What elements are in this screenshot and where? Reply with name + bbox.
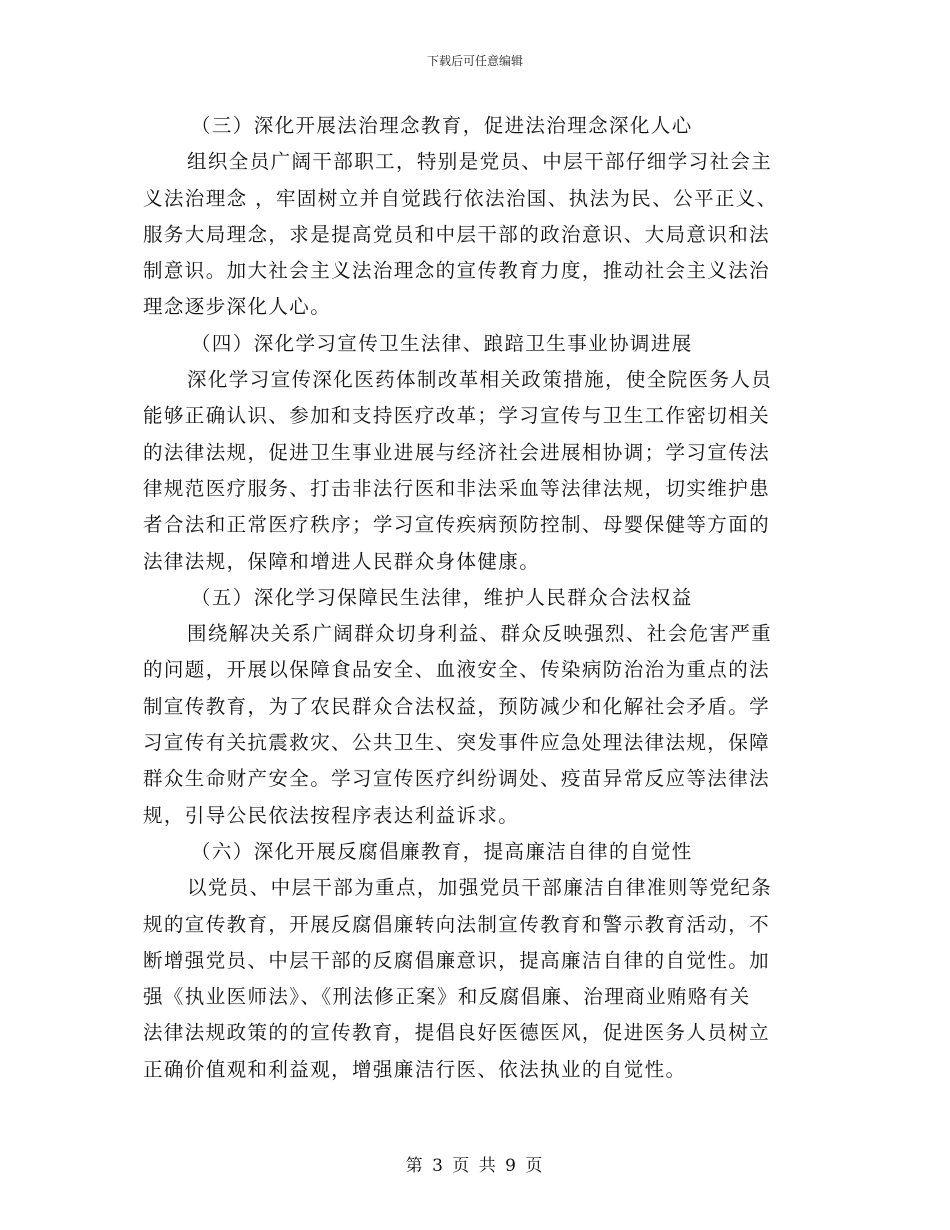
paragraph-line: 断增强党员、中层干部的反腐倡廉意识，提高廉洁自律的自觉性。加	[143, 948, 771, 972]
paragraph-line: 规，引导公民依法按程序表达利益诉求。	[143, 803, 520, 827]
paragraph-line: 群众生命财产安全。学习宣传医疗纠纷调处、疫苗异常反应等法律法	[143, 767, 771, 791]
paragraph-line: 制宣传教育，为了农民群众合法权益，预防减少和化解社会矛盾。学	[143, 694, 771, 718]
paragraph-line: 法律法规政策的的宣传教育，提倡良好医德医风，促进医务人员树立	[143, 1021, 771, 1045]
section-heading: （六）深化开展反腐倡廉教育，提高廉洁自律的自觉性	[191, 839, 693, 863]
paragraph-line: 服务大局理念，求是提高党员和中层干部的政治意识、大局意识和法	[143, 222, 771, 246]
paragraph-line: 强《执业医师法》、《刑法修正案》和反腐倡廉、治理商业贿赂有关	[143, 985, 751, 1009]
paragraph-line: 规的宣传教育，开展反腐倡廉转向法制宣传教育和警示教育活动，不	[143, 912, 771, 936]
section-heading: （五）深化学习保障民生法律，维护人民群众合法权益	[191, 585, 693, 609]
paragraph-line: 组织全员广阔干部职工，特别是党员、中层干部仔细学习社会主	[187, 150, 773, 174]
page-header-note: 下载后可任意编辑	[426, 54, 523, 68]
section-heading: （四）深化学习宣传卫生法律、踉踣卫生事业协调进展	[191, 331, 693, 355]
paragraph-line: 的法律法规，促进卫生事业进展与经济社会进展相协调；学习宣传法	[143, 440, 771, 464]
section-heading: （三）深化开展法治理念教育，促进法治理念深化人心	[191, 114, 693, 137]
paragraph-line: 正确价值观和利益观，增强廉洁行医、依法执业的自觉性。	[143, 1057, 687, 1081]
paragraph-line: 能够正确认识、参加和支持医疗改革；学习宣传与卫生工作密切相关	[143, 404, 771, 428]
paragraph-line: 围绕解决关系广阔群众切身利益、群众反映强烈、社会危害严重	[187, 622, 773, 646]
paragraph-line: 的问题，开展以保障食品安全、血液安全、传染病防治治为重点的法	[143, 658, 771, 682]
paragraph-line: 理念逐步深化人心。	[143, 295, 332, 319]
paragraph-line: 法律法规，保障和增进人民群众身体健康。	[143, 549, 541, 573]
paragraph-line: 义法治理念 ，牢固树立并自觉践行依法治国、执法为民、公平正义、	[143, 186, 778, 210]
paragraph-line: 律规范医疗服务、打击非法行医和非法采血等法律法规，切实维护患	[143, 476, 771, 500]
page-number-indicator: 第 3 页 共 9 页	[405, 1156, 545, 1176]
paragraph-line: 深化学习宣传深化医药体制改革相关政策措施，使全院医务人员	[187, 368, 773, 392]
paragraph-line: 习宣传有关抗震救灾、公共卫生、突发事件应急处理法律法规，保障	[143, 731, 771, 755]
paragraph-line: 制意识。加大社会主义法治理念的宣传教育力度，推动社会主义法治	[143, 259, 771, 283]
paragraph-line: 者合法和正常医疗秩序；学习宣传疾病预防控制、母婴保健等方面的	[143, 513, 771, 537]
document-body	[143, 108, 803, 1088]
paragraph-line: 以党员、中层干部为重点，加强党员干部廉洁自律准则等党纪条	[187, 876, 773, 900]
